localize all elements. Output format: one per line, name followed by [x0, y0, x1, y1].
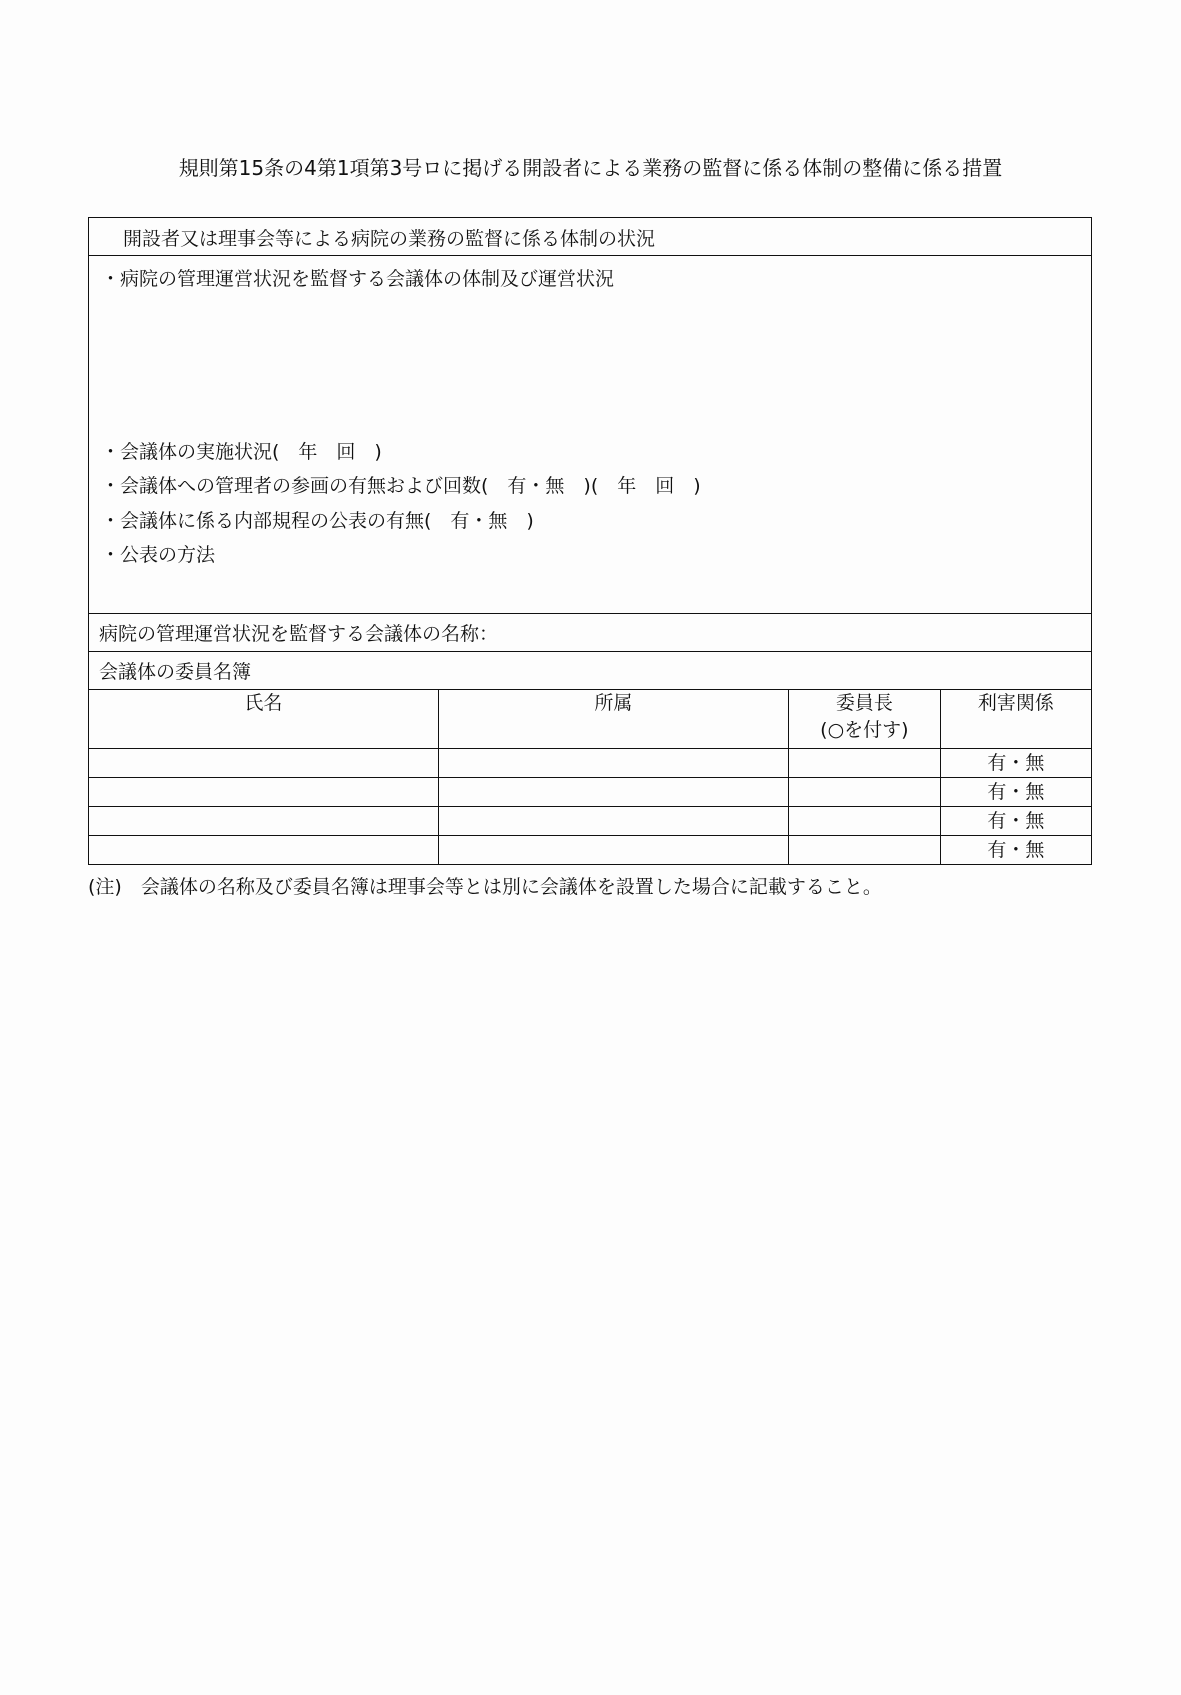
- status-item-meetings: ・会議体の実施状況( 年 回 ): [101, 440, 382, 463]
- status-section: [89, 256, 1091, 614]
- chair-cell[interactable]: [789, 807, 941, 836]
- structure-entry-area[interactable]: [101, 297, 1091, 435]
- column-header-chair: 委員長 (○を付す): [789, 690, 941, 749]
- chair-cell[interactable]: [789, 778, 941, 807]
- footnote: (注) 会議体の名称及び委員名簿は理事会等とは別に会議体を設置した場合に記載すること。: [88, 876, 882, 898]
- table-row: [89, 778, 1091, 807]
- chair-cell[interactable]: [789, 836, 941, 865]
- conflict-cell[interactable]: 有・無: [940, 807, 1091, 836]
- roster-label: 会議体の委員名簿: [89, 652, 1091, 690]
- affiliation-cell[interactable]: [438, 836, 788, 865]
- council-name-field: 病院の管理運営状況を監督する会議体の名称：: [89, 614, 1091, 652]
- status-item-rules-publication: ・会議体に係る内部規程の公表の有無( 有・無 ): [101, 509, 534, 532]
- chair-instruction: (○を付す): [820, 719, 909, 741]
- chair-cell[interactable]: [789, 749, 941, 778]
- column-header-name: 氏名: [89, 690, 438, 749]
- roster-table: [89, 690, 1091, 864]
- table-row: [89, 807, 1091, 836]
- status-item-publication-method: ・公表の方法: [101, 544, 216, 566]
- name-cell[interactable]: [89, 749, 438, 778]
- document-title: 規則第15条の4第1項第3号ロに掲げる開設者による業務の監督に係る体制の整備に係る措置: [178, 156, 1003, 180]
- status-item-manager-participation: ・会議体への管理者の参画の有無および回数( 有・無 )( 年 回 ): [101, 475, 701, 497]
- supervision-form: [88, 217, 1092, 865]
- affiliation-cell[interactable]: [438, 749, 788, 778]
- conflict-cell[interactable]: 有・無: [940, 778, 1091, 807]
- table-row: [89, 836, 1091, 865]
- name-cell[interactable]: [89, 836, 438, 865]
- status-item-structure: ・病院の管理運営状況を監督する会議体の体制及び運営状況: [101, 268, 615, 290]
- name-cell[interactable]: [89, 807, 438, 836]
- conflict-cell[interactable]: 有・無: [940, 749, 1091, 778]
- table-row: [89, 749, 1091, 778]
- conflict-cell[interactable]: 有・無: [940, 836, 1091, 865]
- section-header: 開設者又は理事会等による病院の業務の監督に係る体制の状況: [89, 218, 1091, 256]
- column-header-conflict: 利害関係: [940, 690, 1091, 749]
- roster-table-wrap: [89, 690, 1091, 864]
- affiliation-cell[interactable]: [438, 807, 788, 836]
- roster-header-row: [89, 690, 1091, 749]
- column-header-affiliation: 所属: [438, 690, 788, 749]
- name-cell[interactable]: [89, 778, 438, 807]
- affiliation-cell[interactable]: [438, 778, 788, 807]
